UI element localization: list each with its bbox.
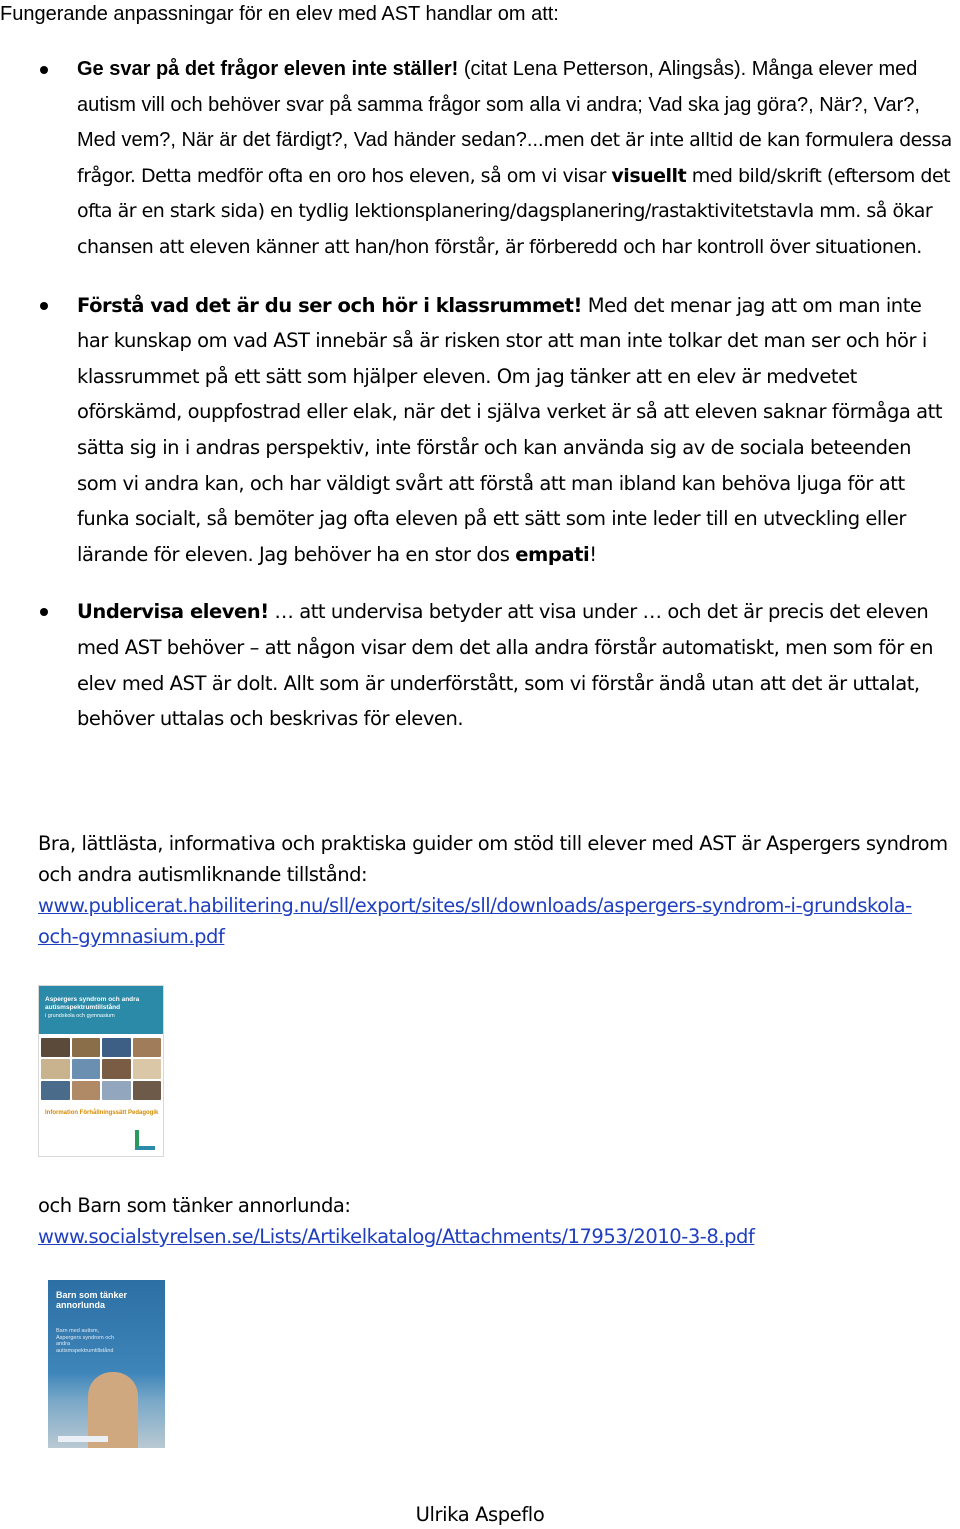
- item-emphasis: empati: [515, 542, 590, 566]
- item-text: med bild/skrift (eftersom det ofta är en stark sida) en tydlig lektionsplanering/dagsplanering/rastaktivitetstavla mm. så ökar chansen att eleven känner att han/hon förstår, är förberedd och har kontroll över situationen.: [77, 164, 951, 258]
- item-lead: Förstå vad det är du ser och hör i klassrummet!: [77, 293, 582, 317]
- cover-photo: [102, 1081, 131, 1100]
- cover-photo: [102, 1059, 131, 1078]
- item-text: (citat Lena Petterson, Alingsås). Många elever med autism vill och behöver svar på samma frågor som alla vi andra; Vad ska jag göra?, När?, Var?, Med vem?, När är det färdigt?, Vad händer sedan?...: [77, 58, 920, 152]
- item-text: men det är inte alltid de kan formulera dessa frågor. Detta medför ofta en oro hos eleven, så om vi visar: [77, 129, 952, 187]
- author-name: Ulrika Aspeflo: [415, 1503, 545, 1526]
- item-lead: Undervisa eleven!: [77, 600, 269, 624]
- cover-photo: [41, 1059, 70, 1078]
- book-cover-barn-som-tanker: [48, 1280, 165, 1448]
- socialstyrelsen-link[interactable]: www.socialstyrelsen.se/Lists/Artikelkatalog/Attachments/17953/2010-3-8.pdf: [38, 1225, 755, 1248]
- cover-photo: [133, 1059, 162, 1078]
- item-text: … att undervisa betyder att visa under … och det är precis det eleven med AST behöver – att någon visar dem det alla andra förstår automatiskt, men som för en elev med AST är dolt. Allt som är underförstått, som vi förstår ändå utan att det är uttalat, behöver uttalas och beskrivas för eleven.: [77, 600, 934, 731]
- publisher-logo-icon: [58, 1436, 108, 1442]
- cover-photo: [72, 1059, 101, 1078]
- list-item: [0, 288, 960, 573]
- list-item: [0, 594, 960, 736]
- item-text: !: [589, 542, 597, 566]
- resources-text: och Barn som tänker annorlunda:: [38, 1194, 351, 1217]
- cover-photo: [41, 1038, 70, 1057]
- cover-title: Barn som tänker annorlunda: [56, 1290, 128, 1310]
- resources-section: [38, 828, 948, 952]
- item-lead: Ge svar på det frågor eleven inte ställer!: [77, 58, 459, 80]
- cover-photo: [133, 1038, 162, 1057]
- list-item: [0, 52, 960, 266]
- cover-photo-grid: [41, 1038, 161, 1100]
- cover-side-text: Information Förhållningssätt Pedagogik: [45, 1110, 159, 1116]
- bullet-list: [0, 52, 960, 759]
- list-item-text: [77, 594, 954, 736]
- list-item-text: [77, 288, 954, 573]
- item-emphasis: visuellt: [611, 164, 687, 187]
- resources-section-2: [38, 1190, 948, 1252]
- cover-title: Aspergers syndrom och andra autismspektrumtillstånd i grundskola och gymnasium: [45, 996, 140, 1019]
- habilitering-link[interactable]: www.publicerat.habilitering.nu/sll/export/sites/sll/downloads/aspergers-syndrom-i-grundskola-och-gymnasium.pdf: [38, 894, 912, 948]
- bullet-icon: [40, 66, 48, 74]
- intro-heading: Fungerande anpassningar för en elev med AST handlar om att:: [0, 3, 559, 25]
- bullet-icon: [40, 608, 48, 616]
- cover-photo: [102, 1038, 131, 1057]
- cover-photo: [72, 1038, 101, 1057]
- cover-subtitle: Barn med autism, Aspergers syndrom och andra autismspektrumtillstånd: [56, 1328, 115, 1354]
- cover-photo: [41, 1081, 70, 1100]
- list-item-text: [77, 52, 954, 266]
- publisher-logo-icon: [135, 1130, 155, 1150]
- cover-photo: [133, 1081, 162, 1100]
- item-text: Med det menar jag att om man inte har kunskap om vad AST innebär så är risken stor att man inte tolkar det man ser och hör i klassrummet på ett sätt som hjälper eleven. Om jag tänker att en elev är medvetet oförskämd, ouppfostrad eller elak, när det i själva verket är så att eleven saknar förmåga att sätta sig in i andras perspektiv, inte förstår och kan använda sig av de sociala beteenden som vi andra kan, och har väldigt svårt att förstå att man ibland kan behöva ljuga för att funka socialt, så bemöter jag ofta eleven på ett sätt som inte leder till en utveckling eller lärande för eleven. Jag behöver ha en stor dos: [77, 293, 943, 566]
- cover-photo: [72, 1081, 101, 1100]
- book-cover-aspergers: [38, 985, 164, 1157]
- resources-text: Bra, lättlästa, informativa och praktiska guider om stöd till elever med AST är Aspergers syndrom och andra autismliknande tillstånd:: [38, 832, 948, 886]
- bullet-icon: [40, 302, 48, 310]
